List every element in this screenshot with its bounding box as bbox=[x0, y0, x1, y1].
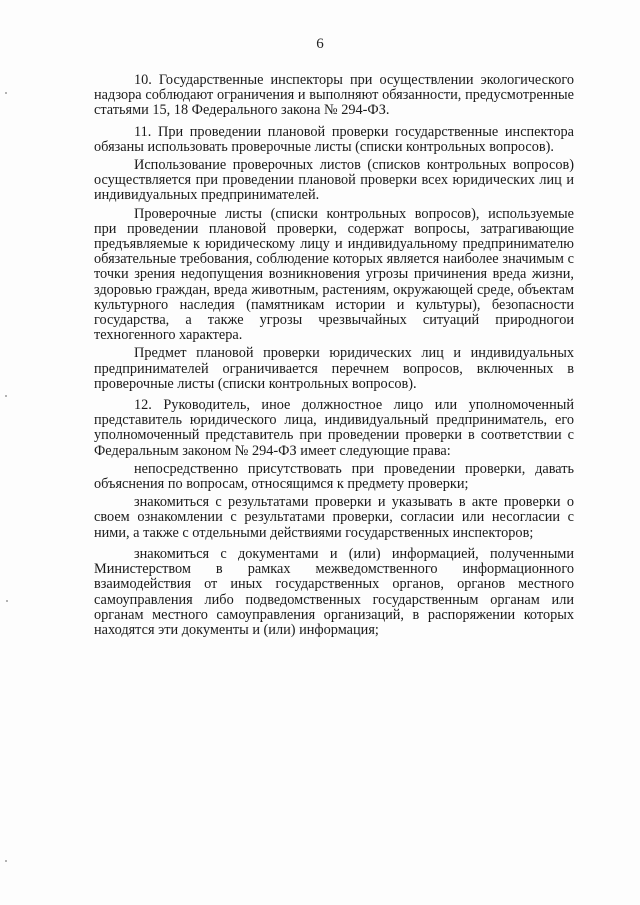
paragraph-checklist-contents: Проверочные листы (списки контрольных вопросов), используемые при проведении плановой проверки, содержат вопросы, затрагивающие предъявляемые к юридическому лицу и индивидуальному предпринимателю обязательные требования, соблюдение которых является наиболее значимым с точки зрения недопущения возникновения угрозы причинения вреда жизни, здоровью граждан, вреда животным, растениям, окружающей среде, объектам культурного наследия (памятникам истории и культуры), безопасности государства, а также угрозы чрезвычайных ситуаций природногои техногенного характера. bbox=[94, 205, 574, 344]
paragraph-11: 11. При проведении плановой проверки государственные инспектора обязаны использовать проверочные листы (списки контрольных вопросов). bbox=[94, 123, 574, 155]
right-item-review-documents: знакомиться с документами и (или) информацией, полученными Министерством в рамках межведомственного информационного взаимодействия от иных государственных органов, органов местного самоуправления либо подведомственных государственным органам или органам местного самоуправления организаций, в распоряжении которых находятся эти документы и (или) информация; bbox=[94, 545, 574, 638]
right-item-attend: непосредственно присутствовать при проведении проверки, давать объяснения по вопросам, относящимся к предмету проверки; bbox=[94, 460, 574, 493]
scan-speck bbox=[5, 395, 7, 397]
document-body bbox=[94, 73, 574, 641]
paragraph-12: 12. Руководитель, иное должностное лицо или уполномоченный представитель юридического лица, индивидуальный предприниматель, его уполномоченный представитель при проведении проверки в соответствии с Федеральным законом № 294-ФЗ имеет следующие права: bbox=[94, 397, 574, 459]
paragraph-inspection-subject: Предмет плановой проверки юридических лиц и индивидуальных предпринимателей ограничивается перечнем вопросов, включенных в проверочные листы (списки контрольных вопросов). bbox=[94, 345, 574, 392]
scan-speck bbox=[5, 860, 7, 862]
scan-speck bbox=[5, 92, 7, 94]
right-item-review-results: знакомиться с результатами проверки и указывать в акте проверки о своем ознакомлении с результатами проверки, согласии или несогласии с ними, а также с отдельными действиями государственных инспекторов; bbox=[94, 494, 574, 541]
scan-speck bbox=[6, 600, 8, 602]
page-number: 6 bbox=[316, 36, 324, 52]
paragraph-10: 10. Государственные инспекторы при осуществлении экологического надзора соблюдают ограничения и выполняют обязанности, предусмотренные статьями 15, 18 Федерального закона № 294-ФЗ. bbox=[94, 72, 574, 119]
paragraph-checklist-usage: Использование проверочных листов (списков контрольных вопросов) осуществляется при проведении плановой проверки всех юридических лиц и индивидуальных предпринимателей. bbox=[94, 157, 574, 204]
